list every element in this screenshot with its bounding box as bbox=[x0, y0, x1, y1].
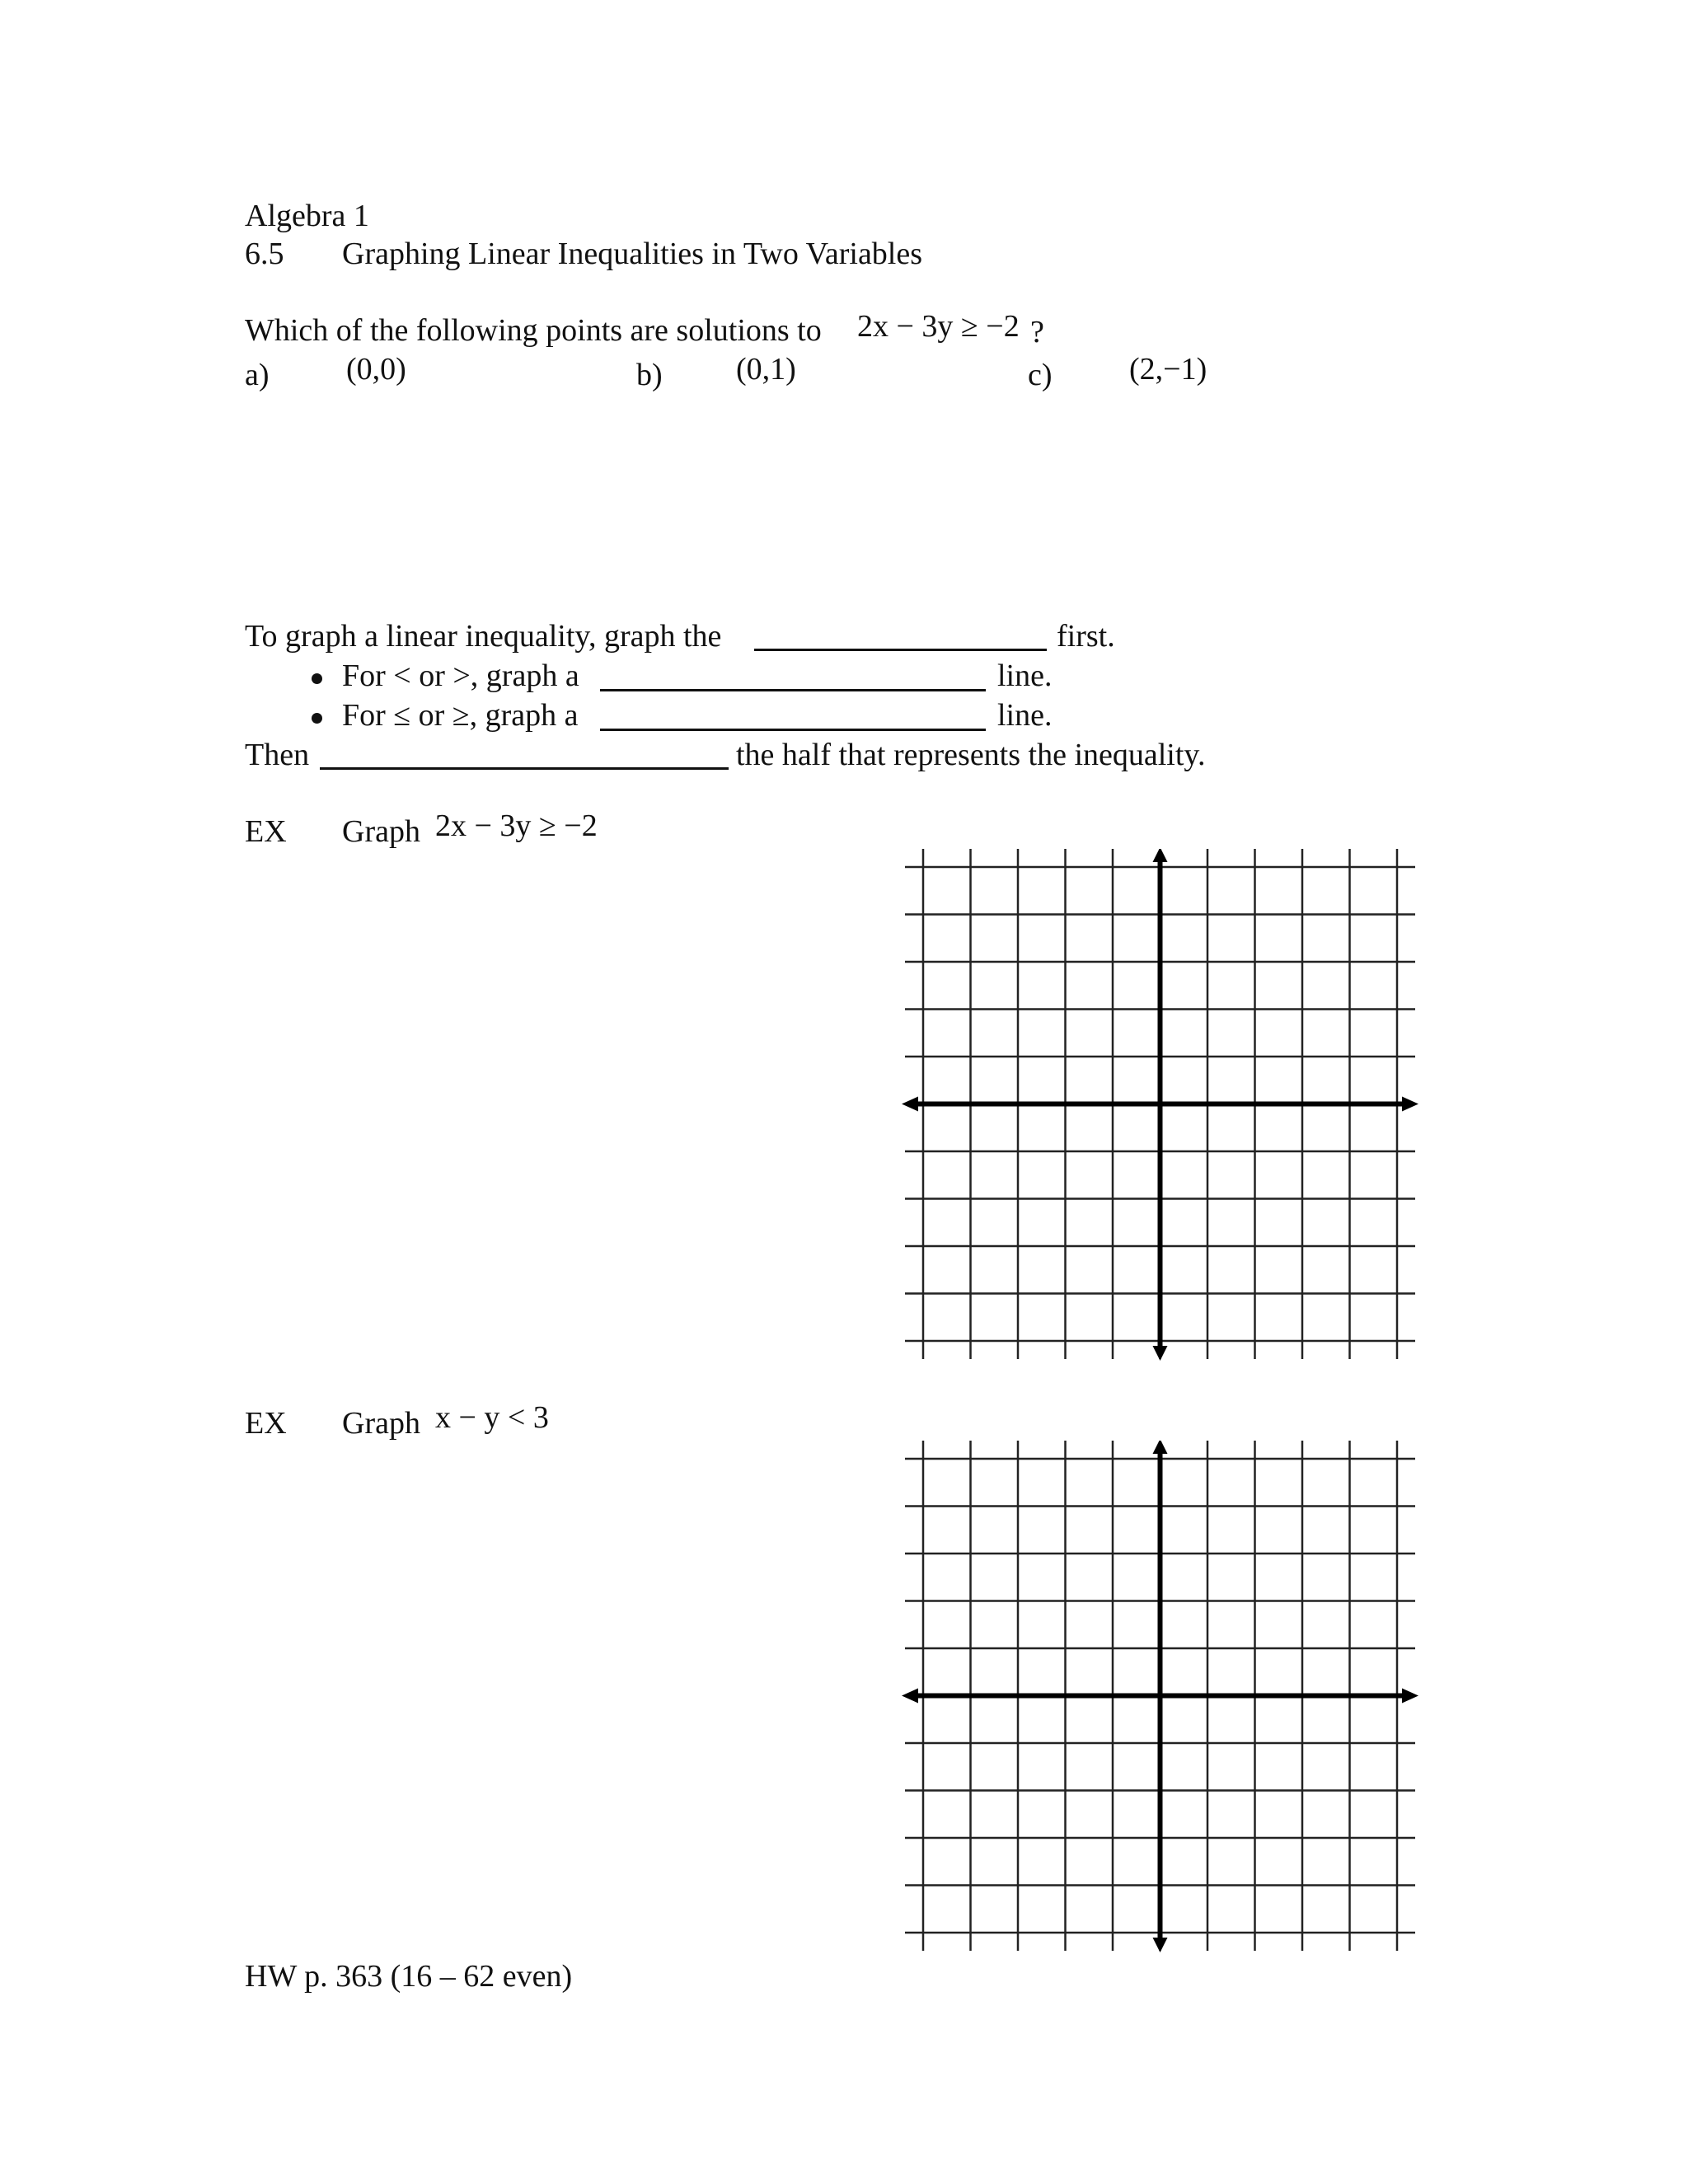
example-2-inequality: x − y < 3 bbox=[435, 1400, 549, 1435]
x-axis-right-arrow bbox=[1402, 1689, 1418, 1704]
y-axis-down-arrow bbox=[1153, 1938, 1168, 1952]
notes-then-start: Then bbox=[245, 738, 310, 772]
coordinate-grid-2 bbox=[898, 1441, 1434, 1968]
bullet-dot-2 bbox=[312, 713, 322, 724]
homework-line: HW p. 363 (16 – 62 even) bbox=[245, 1959, 573, 1994]
notes-bullet2-start: For ≤ or ≥, graph a bbox=[342, 698, 579, 733]
example-2-verb: Graph bbox=[342, 1406, 420, 1441]
question-prompt: Which of the following points are solutions to bbox=[245, 313, 822, 348]
example-1-label: EX bbox=[245, 814, 287, 849]
bullet-dot-1 bbox=[312, 673, 322, 684]
y-axis-up-arrow bbox=[1153, 849, 1168, 862]
option-c-point: (2,−1) bbox=[1129, 352, 1207, 387]
notes-blank-4 bbox=[320, 767, 729, 770]
notes-then-end: the half that represents the inequality. bbox=[736, 738, 1206, 772]
example-2-label: EX bbox=[245, 1406, 287, 1441]
option-c-label: c) bbox=[1028, 358, 1053, 392]
question-inequality: 2x − 3y ≥ −2 bbox=[857, 309, 1020, 344]
x-axis-left-arrow bbox=[902, 1689, 918, 1704]
x-axis-left-arrow bbox=[902, 1097, 918, 1112]
section-title: Graphing Linear Inequalities in Two Variables bbox=[342, 237, 923, 271]
notes-blank-1 bbox=[754, 649, 1047, 651]
section-number: 6.5 bbox=[245, 237, 284, 271]
y-axis-down-arrow bbox=[1153, 1346, 1168, 1361]
course-title: Algebra 1 bbox=[245, 199, 369, 233]
example-1-inequality: 2x − 3y ≥ −2 bbox=[435, 808, 598, 843]
option-a-label: a) bbox=[245, 358, 270, 392]
notes-blank-3 bbox=[600, 729, 986, 731]
notes-bullet2-end: line. bbox=[997, 698, 1053, 733]
option-b-label: b) bbox=[636, 358, 663, 392]
question-mark: ? bbox=[1030, 315, 1044, 349]
notes-blank-2 bbox=[600, 689, 986, 691]
option-a-point: (0,0) bbox=[346, 352, 406, 387]
y-axis-up-arrow bbox=[1153, 1441, 1168, 1454]
notes-line1-end: first. bbox=[1057, 619, 1115, 654]
notes-bullet1-start: For < or >, graph a bbox=[342, 658, 579, 693]
x-axis-right-arrow bbox=[1402, 1097, 1418, 1112]
coordinate-grid-1 bbox=[898, 849, 1434, 1376]
notes-bullet1-end: line. bbox=[997, 658, 1053, 693]
option-b-point: (0,1) bbox=[736, 352, 796, 387]
example-1-verb: Graph bbox=[342, 814, 420, 849]
notes-line1-start: To graph a linear inequality, graph the bbox=[245, 619, 722, 654]
